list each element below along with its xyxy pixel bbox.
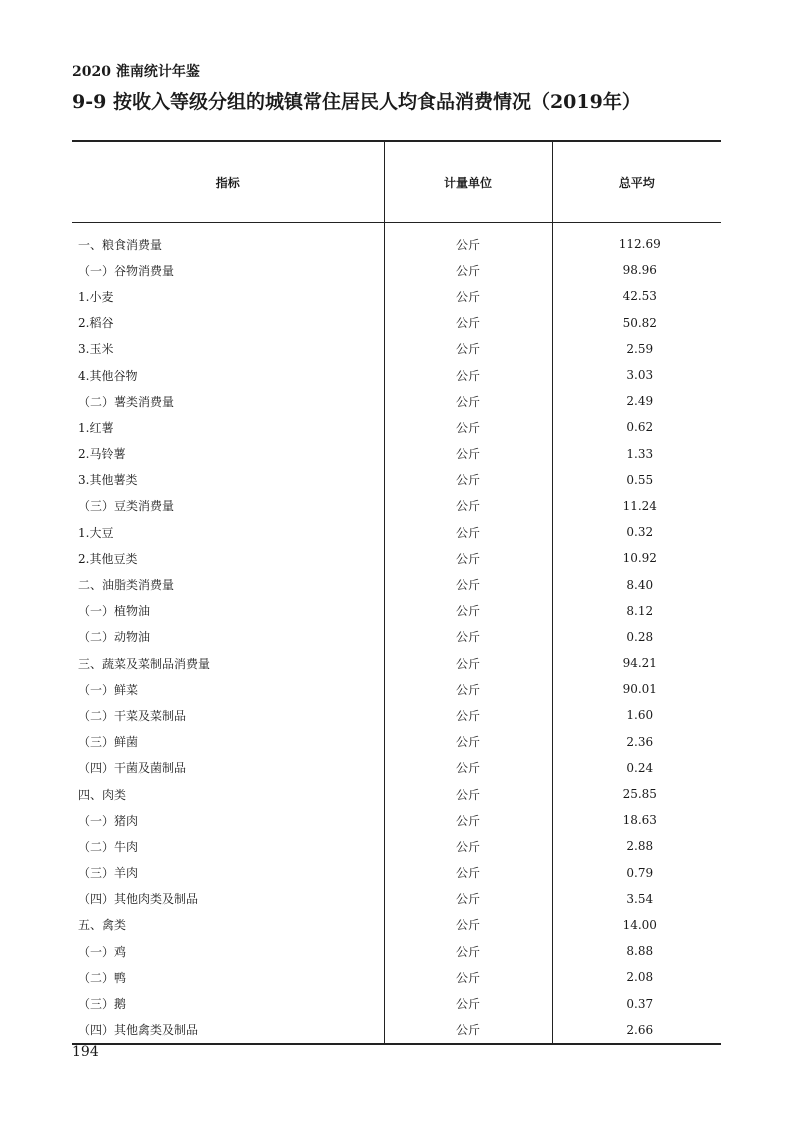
yearbook-header: 2020 淮南统计年鉴 [72,64,200,80]
row-value-cell: 1.33 [552,441,721,467]
row-indicator-cell: （三）羊肉 [78,866,139,881]
row-indicator-cell: 三、蔬菜及菜制品消费量 [78,656,211,671]
row-indicator-cell: 四、肉类 [78,787,127,802]
row-indicator-cell: （四）其他禽类及制品 [72,1017,384,1044]
row-unit-cell: 公斤 [384,223,552,258]
row-unit-cell: 公斤 [384,571,552,597]
row-indicator-cell: 五、禽类 [78,918,127,933]
table-row [72,938,721,964]
row-indicator-cell: （三）鹅 [78,997,127,1012]
table-row [72,467,721,493]
table-header-row [72,141,721,223]
row-indicator-cell: 二、油脂类消费量 [78,578,175,593]
row-indicator-cell: 4.其他谷物 [78,368,138,383]
row-unit-cell: 公斤 [384,493,552,519]
table-row [72,598,721,624]
row-indicator-cell: （四）干菌及菌制品 [78,761,187,776]
row-indicator-cell: 1.红薯 [78,420,114,435]
row-indicator-cell: （二）牛肉 [78,839,139,854]
row-unit-cell: 公斤 [384,650,552,676]
row-indicator-cell: 一、粮食消费量 [78,237,163,252]
row-value-cell: 8.40 [552,571,721,597]
row-value-cell: 3.03 [552,362,721,388]
row-unit-cell: 公斤 [384,519,552,545]
row-value-cell: 8.12 [552,598,721,624]
table-body [72,223,721,1044]
row-indicator-cell: （二）动物油 [78,630,151,645]
page-number: 194 [72,1044,99,1060]
table-row [72,362,721,388]
row-unit-cell: 公斤 [384,467,552,493]
row-unit-cell: 公斤 [384,362,552,388]
row-value-cell: 2.36 [552,729,721,755]
row-indicator-cell: 3.玉米 [78,342,114,357]
row-value-cell: 25.85 [552,781,721,807]
table-row [72,493,721,519]
row-indicator-cell: （三）鲜菌 [78,735,139,750]
row-indicator-cell: （一）鲜菜 [78,682,139,697]
row-unit-cell: 公斤 [384,964,552,990]
table-row [72,257,721,283]
row-indicator-cell: （四）其他肉类及制品 [78,892,199,907]
row-unit-cell: 公斤 [384,702,552,728]
row-indicator-cell: 2.其他豆类 [78,551,138,566]
row-unit-cell: 公斤 [384,807,552,833]
row-indicator-cell: 2.马铃薯 [78,447,126,462]
food-consumption-table [72,140,721,1045]
row-value-cell: 8.88 [552,938,721,964]
row-value-cell: 14.00 [552,912,721,938]
table-row [72,624,721,650]
row-value-cell: 112.69 [552,223,721,258]
row-value-cell: 18.63 [552,807,721,833]
row-indicator-cell: 3.其他薯类 [78,473,138,488]
row-value-cell: 42.53 [552,283,721,309]
row-value-cell: 90.01 [552,676,721,702]
table-row [72,545,721,571]
column-header-average: 总平均 [552,141,721,223]
row-value-cell: 2.08 [552,964,721,990]
row-indicator-cell: （二）干菜及菜制品 [78,708,187,723]
table-row [72,388,721,414]
row-unit-cell: 公斤 [384,886,552,912]
row-value-cell: 10.92 [552,545,721,571]
table-row [72,807,721,833]
table-row [72,676,721,702]
row-value-cell: 11.24 [552,493,721,519]
row-indicator-cell: （一）猪肉 [78,813,139,828]
row-unit-cell: 公斤 [384,755,552,781]
row-value-cell: 0.79 [552,860,721,886]
table-row [72,310,721,336]
row-indicator-cell: （二）鸭 [78,970,127,985]
table-row [72,441,721,467]
table-row [72,755,721,781]
row-indicator-cell: （一）谷物消费量 [78,263,175,278]
row-indicator-cell: （二）薯类消费量 [78,394,175,409]
table-row [72,781,721,807]
row-unit-cell: 公斤 [384,624,552,650]
row-unit-cell: 公斤 [384,676,552,702]
table-row [72,912,721,938]
row-value-cell: 0.55 [552,467,721,493]
table-row [72,833,721,859]
table-row [72,729,721,755]
row-value-cell: 3.54 [552,886,721,912]
row-value-cell: 2.88 [552,833,721,859]
row-indicator-cell: （一）植物油 [78,604,151,619]
row-value-cell: 50.82 [552,310,721,336]
table-row [72,336,721,362]
row-unit-cell: 公斤 [384,729,552,755]
row-indicator-cell: 1.小麦 [78,289,114,304]
row-indicator-cell: （一）鸡 [78,944,127,959]
row-unit-cell: 公斤 [384,598,552,624]
row-value-cell: 94.21 [552,650,721,676]
table-row [72,702,721,728]
column-header-unit: 计量单位 [384,141,552,223]
table-row [72,1017,721,1044]
row-unit-cell: 公斤 [384,912,552,938]
row-value-cell: 2.59 [552,336,721,362]
table-row [72,990,721,1016]
table-row [72,964,721,990]
row-value-cell: 0.28 [552,624,721,650]
table-row [72,414,721,440]
row-value-cell: 0.37 [552,990,721,1016]
row-unit-cell: 公斤 [384,990,552,1016]
row-unit-cell: 公斤 [384,860,552,886]
table-title: 9-9 按收入等级分组的城镇常住居民人均食品消费情况（2019年） [72,91,641,113]
row-unit-cell: 公斤 [384,414,552,440]
row-unit-cell: 公斤 [384,781,552,807]
table-row [72,519,721,545]
table-row [72,223,721,258]
row-value-cell: 98.96 [552,257,721,283]
row-value-cell: 0.32 [552,519,721,545]
table-row [72,650,721,676]
row-unit-cell: 公斤 [384,283,552,309]
row-unit-cell: 公斤 [384,336,552,362]
table-row [72,860,721,886]
row-unit-cell: 公斤 [384,310,552,336]
row-unit-cell: 公斤 [384,545,552,571]
column-header-indicator: 指标 [72,141,384,223]
row-unit-cell: 公斤 [384,833,552,859]
table-row [72,886,721,912]
row-indicator-cell: 2.稻谷 [78,316,114,331]
row-unit-cell: 公斤 [384,257,552,283]
data-table-container [72,140,721,1045]
table-row [72,571,721,597]
row-indicator-cell: （三）豆类消费量 [78,499,175,514]
row-unit-cell: 公斤 [384,388,552,414]
row-unit-cell: 公斤 [384,938,552,964]
row-value-cell: 2.66 [552,1017,721,1044]
table-row [72,283,721,309]
row-value-cell: 0.62 [552,414,721,440]
row-value-cell: 1.60 [552,702,721,728]
row-unit-cell: 公斤 [384,1017,552,1044]
row-indicator-cell: 1.大豆 [78,525,114,540]
row-unit-cell: 公斤 [384,441,552,467]
row-value-cell: 0.24 [552,755,721,781]
row-value-cell: 2.49 [552,388,721,414]
